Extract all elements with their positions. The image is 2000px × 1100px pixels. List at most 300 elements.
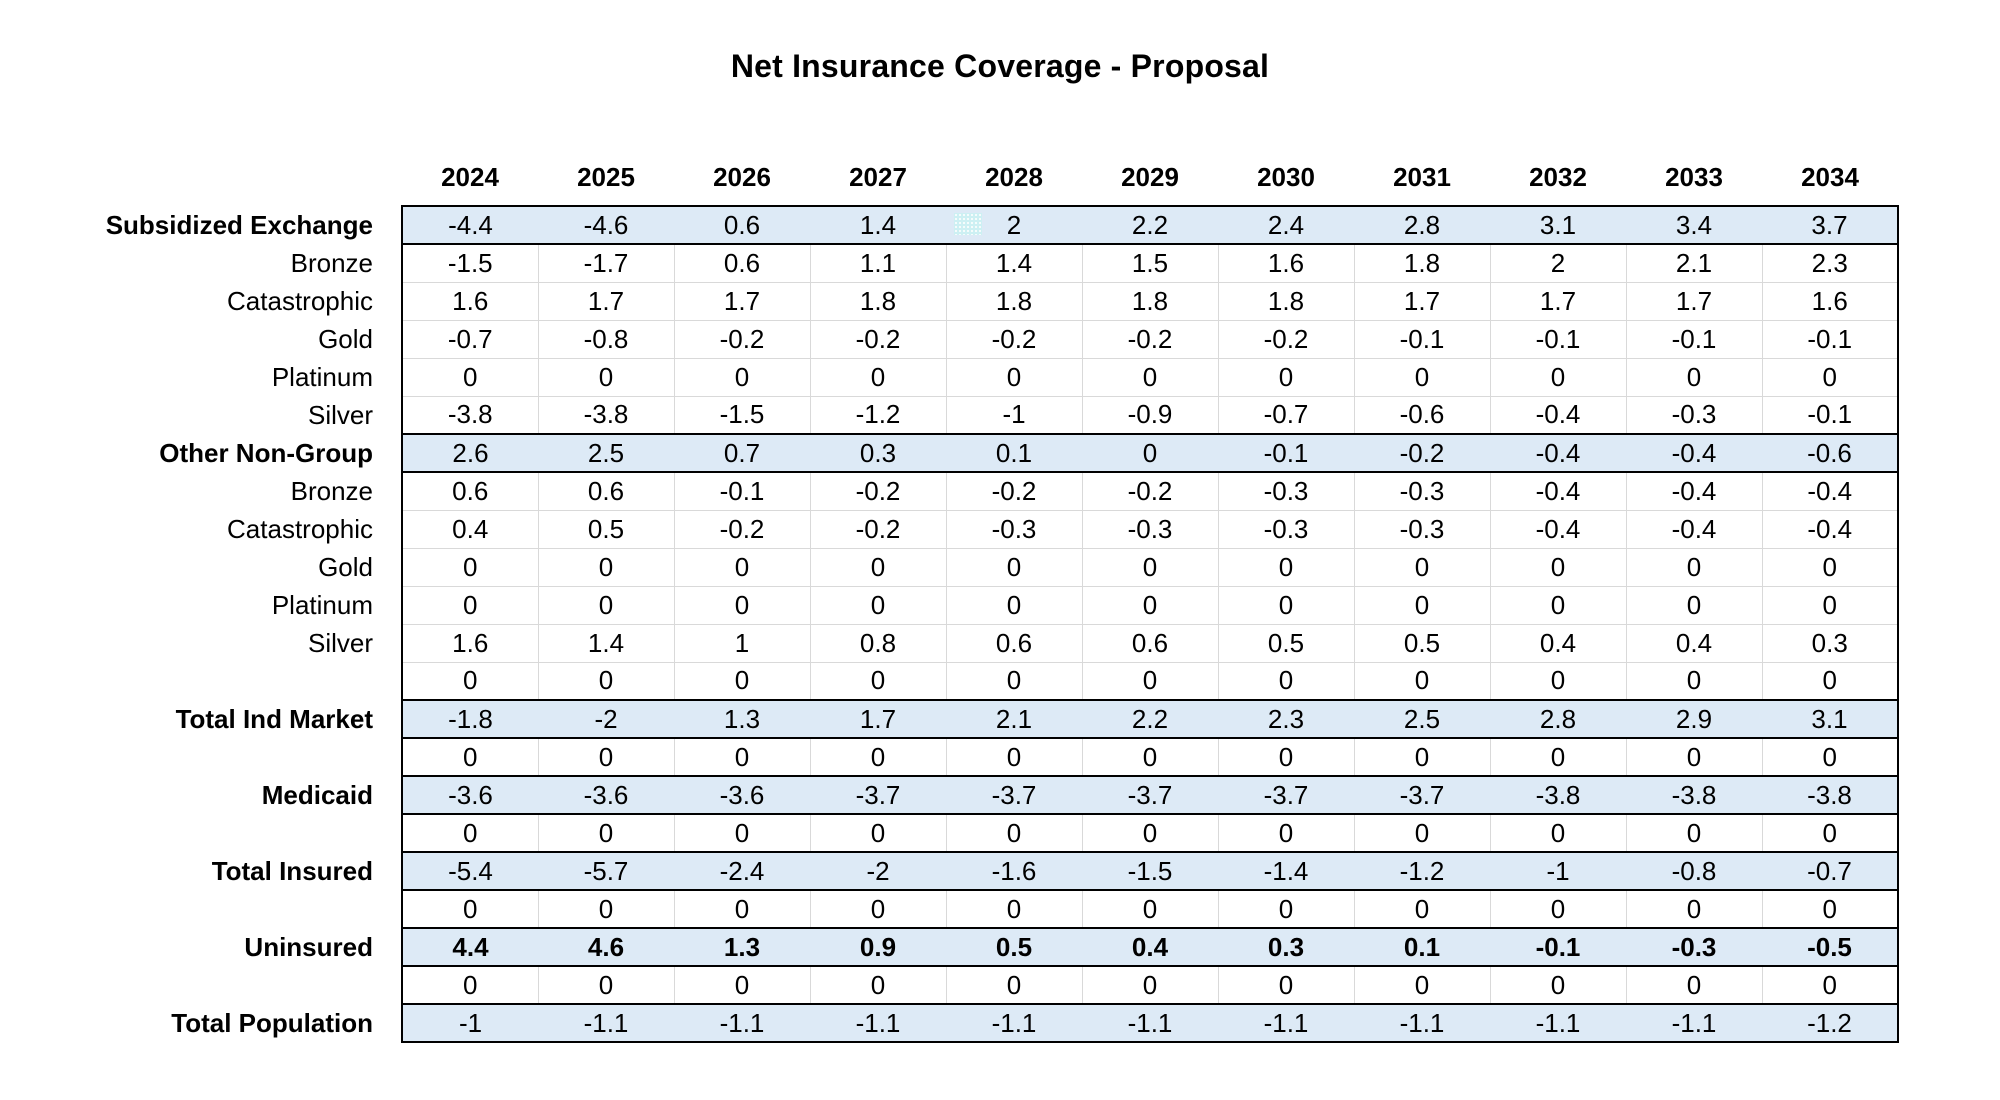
value-cell[interactable]: -0.3 (946, 510, 1082, 548)
value-cell[interactable]: -0.4 (1762, 472, 1898, 510)
row-label[interactable]: Silver (90, 396, 402, 434)
row-label[interactable] (90, 814, 402, 852)
value-cell[interactable]: -1.2 (810, 396, 946, 434)
table-row (90, 396, 1898, 434)
value-cell[interactable]: -0.3 (1626, 928, 1762, 966)
value-cell[interactable]: -3.8 (1490, 776, 1626, 814)
value-cell[interactable]: 0 (1762, 738, 1898, 776)
value-cell[interactable]: 0 (1626, 662, 1762, 700)
value-cell[interactable]: -4.6 (538, 206, 674, 244)
row-label[interactable]: Silver (90, 624, 402, 662)
value-cell[interactable]: 1.3 (674, 700, 810, 738)
value-cell[interactable]: 1.7 (674, 282, 810, 320)
row-label[interactable] (90, 966, 402, 1004)
value-cell[interactable]: -0.2 (810, 472, 946, 510)
value-cell[interactable]: -0.6 (1762, 434, 1898, 472)
value-cell[interactable]: -0.2 (946, 320, 1082, 358)
value-cell[interactable]: -3.7 (810, 776, 946, 814)
value-cell[interactable]: -0.3 (1082, 510, 1218, 548)
row-label[interactable]: Total Population (90, 1004, 402, 1042)
value-cell[interactable]: -0.4 (1490, 434, 1626, 472)
value-cell[interactable]: 0.5 (1354, 624, 1490, 662)
value-cell[interactable]: 0 (1490, 738, 1626, 776)
value-cell[interactable]: 0.6 (674, 206, 810, 244)
table-row (90, 624, 1898, 662)
value-cell[interactable]: 0 (1354, 586, 1490, 624)
value-cell[interactable]: -1.1 (946, 1004, 1082, 1042)
value-cell[interactable]: 0 (946, 586, 1082, 624)
value-cell[interactable]: 0.1 (946, 434, 1082, 472)
value-cell[interactable]: 0.7 (674, 434, 810, 472)
value-cell[interactable]: 0 (538, 358, 674, 396)
value-cell[interactable]: -3.7 (946, 776, 1082, 814)
table-row (90, 738, 1898, 776)
value-cell[interactable]: 0 (1354, 548, 1490, 586)
value-cell[interactable]: 1 (674, 624, 810, 662)
row-label[interactable] (90, 662, 402, 700)
value-cell[interactable]: 0 (1082, 548, 1218, 586)
value-cell[interactable]: 3.1 (1762, 700, 1898, 738)
value-cell[interactable]: 0.5 (1218, 624, 1354, 662)
value-cell[interactable]: -3.8 (402, 396, 538, 434)
value-cell[interactable]: 1.8 (810, 282, 946, 320)
table-row (90, 700, 1898, 738)
value-cell[interactable]: 1.5 (1082, 244, 1218, 282)
value-cell[interactable]: -0.2 (810, 320, 946, 358)
value-cell[interactable]: 0 (946, 662, 1082, 700)
value-cell[interactable]: 2.3 (1762, 244, 1898, 282)
value-cell[interactable]: -0.3 (1218, 510, 1354, 548)
value-cell[interactable]: 0.3 (1218, 928, 1354, 966)
value-cell[interactable]: 0 (946, 548, 1082, 586)
value-cell[interactable]: -4.4 (402, 206, 538, 244)
value-cell[interactable]: -1.6 (946, 852, 1082, 890)
value-cell[interactable]: 0.6 (946, 624, 1082, 662)
value-cell[interactable]: 0 (402, 966, 538, 1004)
value-cell[interactable]: 3.1 (1490, 206, 1626, 244)
value-cell[interactable]: -0.4 (1626, 510, 1762, 548)
value-cell[interactable]: 0 (1762, 662, 1898, 700)
value-cell[interactable]: 1.8 (1218, 282, 1354, 320)
value-cell[interactable]: -3.7 (1354, 776, 1490, 814)
value-cell[interactable]: 1.7 (1354, 282, 1490, 320)
table-row (90, 472, 1898, 510)
value-cell[interactable]: 1.3 (674, 928, 810, 966)
value-cell[interactable]: 4.6 (538, 928, 674, 966)
value-cell[interactable]: -1.4 (1218, 852, 1354, 890)
value-cell[interactable]: 1.1 (810, 244, 946, 282)
table-row (90, 1004, 1898, 1042)
value-cell[interactable]: -5.7 (538, 852, 674, 890)
value-cell[interactable]: -3.8 (538, 396, 674, 434)
value-cell[interactable]: -0.1 (674, 472, 810, 510)
table-row (90, 662, 1898, 700)
value-cell[interactable]: 0.4 (1626, 624, 1762, 662)
value-cell[interactable]: 0 (1626, 586, 1762, 624)
value-cell[interactable]: -0.2 (946, 472, 1082, 510)
value-cell[interactable]: 0 (1354, 738, 1490, 776)
value-cell[interactable]: 0 (1218, 662, 1354, 700)
year-column-header[interactable]: 2024 (402, 150, 538, 206)
value-cell[interactable]: 0 (1354, 358, 1490, 396)
value-cell[interactable]: 1.6 (402, 624, 538, 662)
value-cell[interactable]: 0 (1082, 434, 1218, 472)
value-cell[interactable]: 0 (538, 966, 674, 1004)
value-cell[interactable]: 4.4 (402, 928, 538, 966)
value-cell[interactable]: -0.4 (1490, 396, 1626, 434)
value-cell[interactable]: 0 (946, 358, 1082, 396)
value-cell[interactable]: 0 (1490, 814, 1626, 852)
value-cell[interactable]: 0 (1354, 890, 1490, 928)
year-column-header[interactable]: 2027 (810, 150, 946, 206)
value-cell[interactable]: 0 (538, 738, 674, 776)
value-cell[interactable]: 2.8 (1490, 700, 1626, 738)
value-cell[interactable]: -5.4 (402, 852, 538, 890)
value-cell[interactable]: 0 (1490, 662, 1626, 700)
value-cell[interactable]: 0 (810, 814, 946, 852)
value-cell[interactable]: 0 (1082, 966, 1218, 1004)
value-cell[interactable]: -0.3 (1354, 472, 1490, 510)
value-cell[interactable]: -2 (538, 700, 674, 738)
value-cell[interactable]: 0.5 (946, 928, 1082, 966)
value-cell[interactable]: 0.3 (810, 434, 946, 472)
row-label[interactable]: Other Non-Group (90, 434, 402, 472)
value-cell[interactable]: -3.7 (1082, 776, 1218, 814)
value-cell[interactable]: 0 (810, 548, 946, 586)
value-cell[interactable]: -3.8 (1762, 776, 1898, 814)
value-cell[interactable]: -1.8 (402, 700, 538, 738)
value-cell[interactable]: 1.6 (1218, 244, 1354, 282)
value-cell[interactable]: 0.5 (538, 510, 674, 548)
value-cell[interactable]: -0.6 (1354, 396, 1490, 434)
value-cell[interactable]: 0 (1490, 586, 1626, 624)
value-cell[interactable]: 3.4 (1626, 206, 1762, 244)
value-cell[interactable]: 0 (1218, 966, 1354, 1004)
value-cell[interactable]: -3.8 (1626, 776, 1762, 814)
value-cell[interactable]: 0 (1082, 890, 1218, 928)
value-cell[interactable]: 2.1 (1626, 244, 1762, 282)
value-cell[interactable]: 0 (1762, 586, 1898, 624)
value-cell[interactable]: 2.6 (402, 434, 538, 472)
value-cell[interactable]: -3.6 (402, 776, 538, 814)
table-row (90, 928, 1898, 966)
value-cell[interactable]: 0 (1218, 548, 1354, 586)
row-label[interactable] (90, 890, 402, 928)
value-cell[interactable]: 0 (1626, 814, 1762, 852)
value-cell[interactable]: -0.1 (1490, 928, 1626, 966)
value-cell[interactable]: 0.6 (1082, 624, 1218, 662)
value-cell[interactable]: 0 (1082, 662, 1218, 700)
value-cell[interactable]: 0 (1626, 966, 1762, 1004)
value-cell[interactable]: 0 (538, 890, 674, 928)
value-cell[interactable]: -1.1 (1082, 1004, 1218, 1042)
value-cell[interactable]: 0 (1082, 358, 1218, 396)
value-cell[interactable]: 1.4 (538, 624, 674, 662)
value-cell[interactable]: 0 (1490, 358, 1626, 396)
table-row (90, 206, 1898, 244)
value-cell[interactable]: -0.1 (1762, 396, 1898, 434)
table-row (90, 282, 1898, 320)
value-cell[interactable]: 1.6 (402, 282, 538, 320)
row-label[interactable]: Subsidized Exchange (90, 206, 402, 244)
value-cell[interactable]: 0 (1490, 890, 1626, 928)
value-cell[interactable]: 0 (402, 662, 538, 700)
value-cell[interactable]: -0.2 (1082, 472, 1218, 510)
value-cell[interactable]: 0 (1218, 890, 1354, 928)
year-column-header[interactable]: 2032 (1490, 150, 1626, 206)
value-cell[interactable]: -1.1 (810, 1004, 946, 1042)
row-label[interactable]: Catastrophic (90, 282, 402, 320)
value-cell[interactable]: 0 (674, 586, 810, 624)
value-cell[interactable]: 0 (946, 738, 1082, 776)
value-cell[interactable]: -0.3 (1626, 396, 1762, 434)
value-cell[interactable]: 0 (674, 548, 810, 586)
value-cell[interactable]: 0 (674, 738, 810, 776)
value-cell[interactable]: 1.4 (946, 244, 1082, 282)
value-cell[interactable]: -1 (946, 396, 1082, 434)
value-cell[interactable]: -2 (810, 852, 946, 890)
year-column-header[interactable]: 2034 (1762, 150, 1898, 206)
value-cell[interactable]: -0.1 (1218, 434, 1354, 472)
value-cell[interactable]: 2.4 (1218, 206, 1354, 244)
value-cell[interactable]: 2.9 (1626, 700, 1762, 738)
value-cell[interactable]: 2.2 (1082, 700, 1218, 738)
value-cell[interactable]: -1 (1490, 852, 1626, 890)
value-cell[interactable]: -1.5 (402, 244, 538, 282)
value-cell[interactable]: -1.2 (1762, 1004, 1898, 1042)
value-cell[interactable]: 2.5 (538, 434, 674, 472)
value-cell[interactable]: 0 (1354, 662, 1490, 700)
value-cell[interactable]: 2.5 (1354, 700, 1490, 738)
value-cell[interactable]: 2.3 (1218, 700, 1354, 738)
value-cell[interactable]: -0.1 (1626, 320, 1762, 358)
value-cell[interactable]: -0.5 (1762, 928, 1898, 966)
value-cell[interactable]: 0.4 (1082, 928, 1218, 966)
value-cell[interactable]: 1.7 (810, 700, 946, 738)
row-label[interactable]: Bronze (90, 472, 402, 510)
value-cell[interactable]: 0 (1626, 890, 1762, 928)
value-cell[interactable]: 0 (810, 890, 946, 928)
value-cell[interactable]: 0 (1626, 738, 1762, 776)
value-cell[interactable]: 2.2 (1082, 206, 1218, 244)
value-cell[interactable]: -0.2 (674, 510, 810, 548)
row-label[interactable]: Catastrophic (90, 510, 402, 548)
value-cell[interactable]: 1.8 (1082, 282, 1218, 320)
value-cell[interactable]: 0 (1490, 966, 1626, 1004)
value-cell[interactable]: 0 (1082, 586, 1218, 624)
value-cell[interactable]: 0 (402, 890, 538, 928)
page-title: Net Insurance Coverage - Proposal (730, 48, 1270, 84)
year-column-header[interactable]: 2029 (1082, 150, 1218, 206)
value-cell[interactable]: 0 (810, 586, 946, 624)
table-row (90, 966, 1898, 1004)
value-cell[interactable]: 3.7 (1762, 206, 1898, 244)
value-cell[interactable]: 0 (1218, 738, 1354, 776)
value-cell[interactable]: -0.3 (1354, 510, 1490, 548)
value-cell[interactable]: 1.7 (1490, 282, 1626, 320)
value-cell[interactable]: -0.1 (1354, 320, 1490, 358)
value-cell[interactable]: -0.7 (402, 320, 538, 358)
value-cell[interactable]: 0 (674, 358, 810, 396)
value-cell[interactable]: 0.1 (1354, 928, 1490, 966)
value-cell[interactable]: 0 (1762, 814, 1898, 852)
value-cell[interactable]: 0 (1762, 358, 1898, 396)
row-label[interactable]: Total Insured (90, 852, 402, 890)
value-cell[interactable]: 0 (1218, 358, 1354, 396)
value-cell[interactable]: 0 (1082, 814, 1218, 852)
value-cell[interactable]: 0 (674, 966, 810, 1004)
value-cell[interactable]: 0.4 (1490, 624, 1626, 662)
value-cell[interactable]: 0 (810, 738, 946, 776)
value-cell[interactable]: 0 (1626, 358, 1762, 396)
value-cell[interactable]: -3.7 (1218, 776, 1354, 814)
value-cell[interactable]: 0 (810, 966, 946, 1004)
table-row (90, 510, 1898, 548)
row-label[interactable]: Gold (90, 548, 402, 586)
value-cell[interactable]: -1.5 (1082, 852, 1218, 890)
value-cell[interactable]: -0.8 (538, 320, 674, 358)
value-cell[interactable]: -1.5 (674, 396, 810, 434)
value-cell[interactable]: 0 (1490, 548, 1626, 586)
table-row (90, 814, 1898, 852)
value-cell[interactable]: 0 (1354, 966, 1490, 1004)
value-cell[interactable]: 0 (810, 662, 946, 700)
year-column-header[interactable]: 2028 (946, 150, 1082, 206)
table-row (90, 244, 1898, 282)
value-cell[interactable]: 0 (1354, 814, 1490, 852)
value-cell[interactable]: -0.1 (1490, 320, 1626, 358)
row-label[interactable]: Platinum (90, 586, 402, 624)
row-label[interactable]: Platinum (90, 358, 402, 396)
value-cell[interactable]: 0 (674, 662, 810, 700)
value-cell[interactable]: 0 (1762, 548, 1898, 586)
row-label[interactable]: Gold (90, 320, 402, 358)
year-column-header[interactable]: 2031 (1354, 150, 1490, 206)
value-cell[interactable]: 0 (1762, 966, 1898, 1004)
value-cell[interactable]: 0 (402, 738, 538, 776)
value-cell[interactable]: 2 (946, 206, 1082, 244)
year-column-header[interactable]: 2025 (538, 150, 674, 206)
value-cell[interactable]: -1.1 (538, 1004, 674, 1042)
value-cell[interactable]: -1.7 (538, 244, 674, 282)
row-label[interactable]: Bronze (90, 244, 402, 282)
table-row (90, 586, 1898, 624)
value-cell[interactable]: 0 (538, 814, 674, 852)
value-cell[interactable]: -0.1 (1762, 320, 1898, 358)
value-cell[interactable]: -0.2 (674, 320, 810, 358)
year-column-header[interactable]: 2030 (1218, 150, 1354, 206)
table-row (90, 434, 1898, 472)
table-row (90, 548, 1898, 586)
value-cell[interactable]: 1.8 (946, 282, 1082, 320)
value-cell[interactable]: 0 (810, 358, 946, 396)
value-cell[interactable]: 0 (674, 814, 810, 852)
value-cell[interactable]: 0 (674, 890, 810, 928)
value-cell[interactable]: 0 (538, 662, 674, 700)
value-cell[interactable]: 0 (538, 586, 674, 624)
value-cell[interactable]: 0.9 (810, 928, 946, 966)
value-cell[interactable]: 1.8 (1354, 244, 1490, 282)
table-row (90, 320, 1898, 358)
table-row (90, 852, 1898, 890)
value-cell[interactable]: -0.7 (1218, 396, 1354, 434)
value-cell[interactable]: 0.3 (1762, 624, 1898, 662)
value-cell[interactable]: 0 (402, 548, 538, 586)
value-cell[interactable]: 1.4 (810, 206, 946, 244)
value-cell[interactable]: 1.6 (1762, 282, 1898, 320)
value-cell[interactable]: 0 (402, 358, 538, 396)
value-cell[interactable]: -0.2 (1354, 434, 1490, 472)
cell-highlight-artifact (954, 213, 982, 235)
value-cell[interactable]: -3.6 (538, 776, 674, 814)
table-row (90, 776, 1898, 814)
value-cell[interactable]: 0.6 (538, 472, 674, 510)
value-cell[interactable]: 0.6 (674, 244, 810, 282)
value-cell[interactable]: -1.1 (1354, 1004, 1490, 1042)
value-cell[interactable]: -1.1 (1626, 1004, 1762, 1042)
value-cell[interactable]: 2.1 (946, 700, 1082, 738)
value-cell[interactable]: 1.7 (538, 282, 674, 320)
value-cell[interactable]: 0 (538, 548, 674, 586)
value-cell[interactable]: -3.6 (674, 776, 810, 814)
row-label[interactable]: Total Ind Market (90, 700, 402, 738)
value-cell[interactable]: 2 (1490, 244, 1626, 282)
year-column-header[interactable]: 2033 (1626, 150, 1762, 206)
value-cell[interactable]: -0.2 (1082, 320, 1218, 358)
value-cell[interactable]: 0.6 (402, 472, 538, 510)
value-cell[interactable]: 0.8 (810, 624, 946, 662)
row-label[interactable]: Uninsured (90, 928, 402, 966)
row-label[interactable]: Medicaid (90, 776, 402, 814)
value-cell[interactable]: -0.2 (1218, 320, 1354, 358)
value-cell[interactable]: -0.4 (1762, 510, 1898, 548)
value-cell[interactable]: -0.4 (1626, 434, 1762, 472)
value-cell[interactable]: 2.8 (1354, 206, 1490, 244)
value-cell[interactable]: 0 (1626, 548, 1762, 586)
value-cell[interactable]: -0.9 (1082, 396, 1218, 434)
value-cell[interactable]: -2.4 (674, 852, 810, 890)
value-cell[interactable]: -0.4 (1490, 510, 1626, 548)
value-cell[interactable]: -0.8 (1626, 852, 1762, 890)
value-cell[interactable]: 0 (402, 814, 538, 852)
year-column-header[interactable]: 2026 (674, 150, 810, 206)
value-cell[interactable]: -1.1 (674, 1004, 810, 1042)
value-cell[interactable]: 0.4 (402, 510, 538, 548)
row-label[interactable] (90, 738, 402, 776)
table-row (90, 890, 1898, 928)
value-cell[interactable]: -1.1 (1490, 1004, 1626, 1042)
value-cell[interactable]: -1 (402, 1004, 538, 1042)
header-corner-spacer (90, 150, 402, 206)
value-cell[interactable]: 0 (1218, 586, 1354, 624)
value-cell[interactable]: 0 (1762, 890, 1898, 928)
value-cell[interactable]: -0.2 (810, 510, 946, 548)
value-cell[interactable]: -0.4 (1626, 472, 1762, 510)
value-cell[interactable]: 1.7 (1626, 282, 1762, 320)
value-cell[interactable]: 0 (946, 890, 1082, 928)
value-cell[interactable]: 0 (1082, 738, 1218, 776)
value-cell[interactable]: -1.1 (1218, 1004, 1354, 1042)
value-cell[interactable]: 0 (946, 966, 1082, 1004)
value-cell[interactable]: -0.7 (1762, 852, 1898, 890)
value-cell[interactable]: 0 (402, 586, 538, 624)
value-cell[interactable]: -1.2 (1354, 852, 1490, 890)
value-cell[interactable]: -0.4 (1490, 472, 1626, 510)
value-cell[interactable]: 0 (946, 814, 1082, 852)
value-cell[interactable]: 0 (1218, 814, 1354, 852)
value-cell[interactable]: -0.3 (1218, 472, 1354, 510)
year-header-row (90, 150, 1898, 206)
